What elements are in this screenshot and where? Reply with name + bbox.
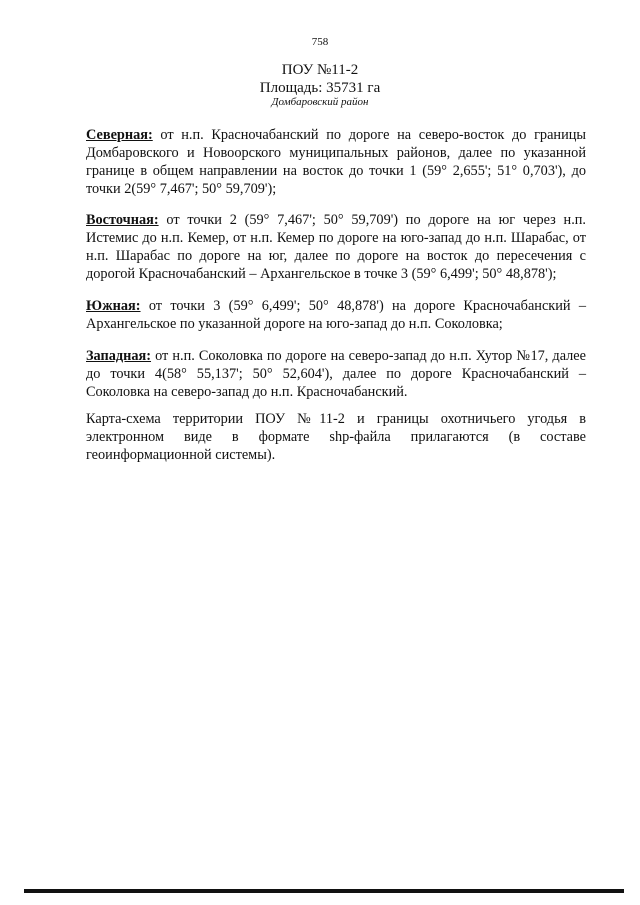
map-note-paragraph: Карта-схема территории ПОУ №11-2 и границы охотничьего угодья в электронном виде в формате shp-файла прилагаются (в составе геоинформационной системы). [86,411,586,463]
north-boundary-paragraph [86,126,586,198]
bottom-rule [24,889,624,893]
east-boundary-text: от точки 2 (59° 7,467'; 50° 59,709') по дороге на юг через н.п. Истемис до н.п. Кемер, от н.п. Кемер по дороге на юго-запад до н.п. Шарабас, от н.п. Шарабас по дороге на юг, далее по дороге на восток до пересечения с дорогой Красночабанский – Архангельское в точке 3 (59° 6,499'; 50° 48,878'); [86,212,586,282]
page-number: 758 [311,36,329,48]
south-boundary-paragraph [86,297,586,333]
west-boundary-paragraph [86,347,586,401]
north-boundary-text: от н.п. Красночабанский по дороге на северо-восток до границы Домбаровского и Новоорского муниципальных районов, далее по указанной границе в общем направлении на восток до точки 1 (59° 2,655'; 51° 0,703'), до точки 2(59° 7,467'; 50° 59,709'); [86,127,586,197]
east-boundary-label: Восточная: [86,212,159,228]
west-boundary-text: от н.п. Соколовка по дороге на северо-запад до н.п. Хутор №17, далее до точки 4(58° 55,137'; 50° 52,604'), далее по дороге Красночабанский – Соколовка на северо-запад до н.п. Красночабанский. [86,348,586,400]
south-boundary-label: Южная: [86,298,141,314]
area-line: Площадь: 35731 га [259,80,381,96]
document-title: ПОУ №11-2 [281,62,359,78]
east-boundary-paragraph [86,211,586,283]
south-boundary-text: от точки 3 (59° 6,499'; 50° 48,878') на дороге Красночабанский – Архангельское по указанной дороге на юго-запад до н.п. Соколовка; [86,298,586,332]
north-boundary-label: Северная: [86,127,153,143]
west-boundary-label: Западная: [86,348,152,364]
district-line: Домбаровский район [271,96,369,108]
